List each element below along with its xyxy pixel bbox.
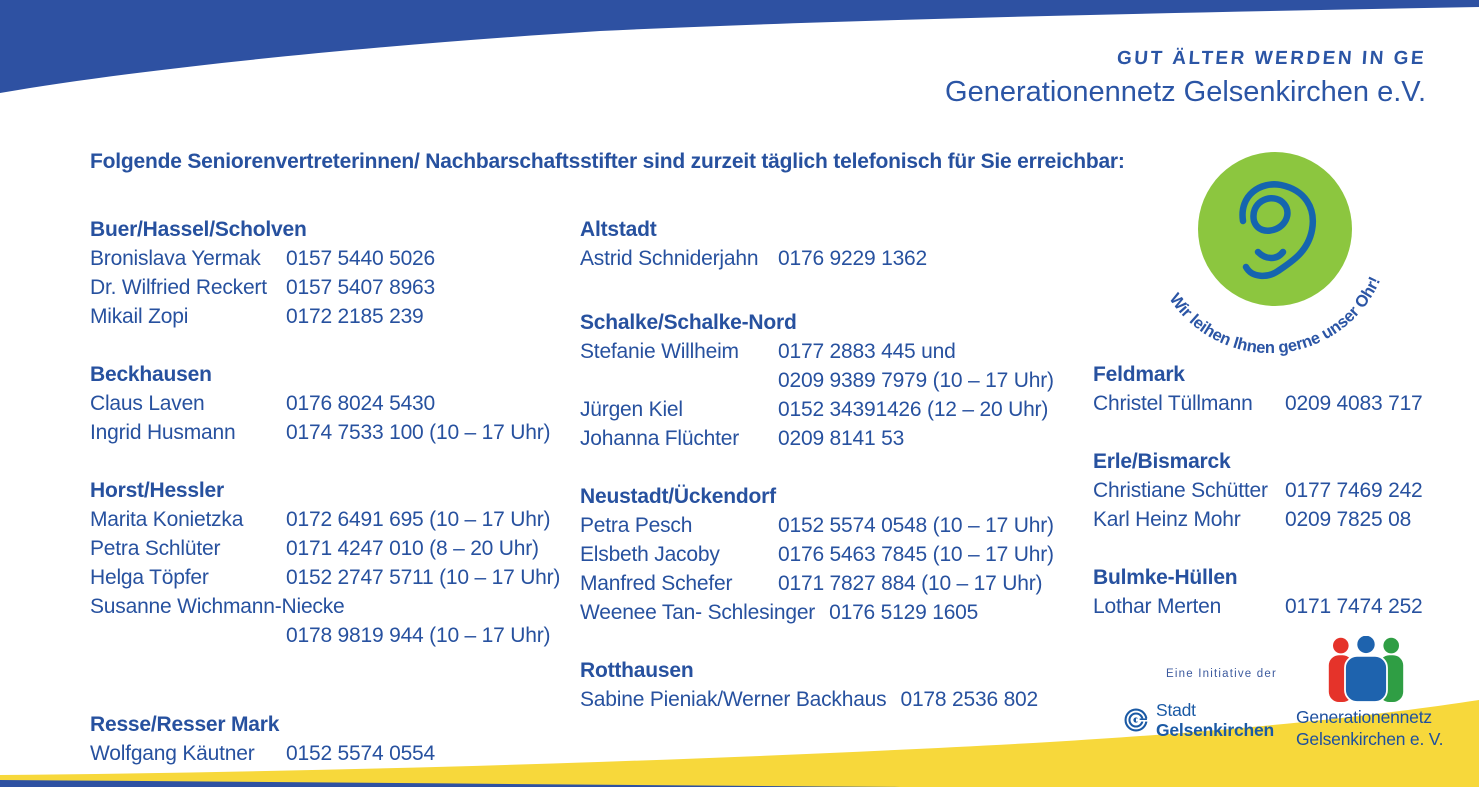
stadt-logo-line1: Stadt (1155, 700, 1196, 720)
district-title: Feldmark (1093, 363, 1185, 386)
contact-phone: 0178 9819 944 (10 – 17 Uhr) (286, 624, 551, 647)
contact-row (1093, 592, 1479, 621)
contact-name: Johanna Flüchter (580, 427, 740, 450)
contact-phone: 0171 7474 252 (1285, 595, 1423, 618)
contact-phone: 0209 8141 53 (778, 427, 905, 450)
generationennetz-logo (1296, 636, 1446, 750)
contact-phone: 0172 6491 695 (10 – 17 Uhr) (286, 508, 551, 531)
stadt-logo-text (1156, 700, 1274, 740)
contact-name: Jürgen Kiel (580, 398, 683, 421)
contact-name (580, 366, 778, 395)
district-title: Horst/Hessler (90, 479, 224, 502)
contact-phone: 0178 2536 802 (900, 688, 1039, 711)
district-title: Buer/Hassel/Scholven (90, 218, 307, 241)
contact-phone: 0177 7469 242 (1285, 479, 1423, 502)
district-group (580, 215, 1085, 273)
stadt-gelsenkirchen-logo (1124, 692, 1274, 748)
contact-name: Wolfgang Käutner (90, 742, 255, 765)
contact-phone: 0209 7825 08 (1285, 508, 1412, 531)
contact-name: Christiane Schütter (1093, 479, 1268, 502)
contact-name: Bronislava Yermak (90, 247, 261, 270)
contact-phone: 0176 5463 7845 (10 – 17 Uhr) (778, 543, 1054, 566)
contact-row (580, 598, 1085, 627)
district-title: Rotthausen (580, 659, 694, 682)
contact-phone: 0177 2883 445 und (778, 340, 956, 363)
campaign-tagline: GUT ÄLTER WERDEN IN GE (1116, 48, 1427, 69)
district-group (90, 215, 585, 331)
contact-name: Lothar Merten (1093, 595, 1222, 618)
contact-name: Marita Konietzka (90, 508, 244, 531)
district-group (1093, 360, 1479, 418)
contact-row (90, 302, 585, 331)
contact-name: Elsbeth Jacoby (580, 543, 720, 566)
contact-row (90, 273, 585, 302)
contact-name: Christel Tüllmann (1093, 392, 1253, 415)
contact-column-3 (1093, 360, 1479, 650)
contact-row (90, 563, 585, 592)
contact-phone: 0172 2185 239 (286, 305, 424, 328)
stadt-gelsenkirchen-icon (1124, 697, 1148, 743)
district-group (1093, 447, 1479, 534)
contact-phone: 0174 7533 100 (10 – 17 Uhr) (286, 421, 551, 444)
stadt-logo-line2: Gelsenkirchen (1155, 720, 1274, 740)
contact-phone: 0152 2747 5711 (10 – 17 Uhr) (286, 566, 561, 589)
district-title: Neustadt/Ückendorf (580, 485, 776, 508)
contact-row (90, 534, 585, 563)
contact-row (90, 244, 585, 273)
contact-name: Mikail Zopi (90, 305, 189, 328)
contact-phone: 0157 5407 8963 (286, 276, 436, 299)
contact-name: Susanne Wichmann-Niecke (90, 595, 345, 618)
district-title: Altstadt (580, 218, 657, 241)
contact-name (90, 621, 286, 650)
contact-phone: 0152 34391426 (12 – 20 Uhr) (778, 398, 1049, 421)
generationennetz-icon (1324, 636, 1408, 702)
bottom-blue-strip (0, 775, 1479, 787)
gnn-logo-line2: Gelsenkirchen e. V. (1296, 729, 1444, 749)
ear-badge (1085, 138, 1455, 363)
district-title: Schalke/Schalke-Nord (580, 311, 797, 334)
district-group (90, 476, 585, 650)
contact-name: Petra Schlüter (90, 537, 221, 560)
district-group (580, 482, 1085, 627)
contact-phone: 0209 4083 717 (1285, 392, 1423, 415)
district-title: Beckhausen (90, 363, 212, 386)
badge-slogan: Wir leihen Ihnen gerne unser Ohr! (1165, 274, 1384, 358)
contact-phone: 0171 4247 010 (8 – 20 Uhr) (286, 537, 539, 560)
contact-name: Dr. Wilfried Reckert (90, 276, 267, 299)
contact-name: Ingrid Husmann (90, 421, 236, 444)
contact-row (580, 244, 1085, 273)
contact-name: Petra Pesch (580, 514, 693, 537)
district-title: Erle/Bismarck (1093, 450, 1231, 473)
contact-phone: 0176 9229 1362 (778, 247, 928, 270)
contact-row (90, 389, 585, 418)
contact-name: Helga Töpfer (90, 566, 209, 589)
contact-row (1093, 505, 1479, 534)
contact-row (1093, 476, 1479, 505)
initiative-label: Eine Initiative der (1166, 668, 1278, 680)
gnn-logo-line1: Generationennetz (1296, 707, 1432, 727)
contact-row (580, 337, 1085, 366)
contact-row (580, 511, 1085, 540)
contact-name: Sabine Pieniak/Werner Backhaus (580, 688, 887, 711)
contact-name: Karl Heinz Mohr (1093, 508, 1241, 531)
generationennetz-logo-text (1296, 706, 1446, 750)
contact-phone: 0176 8024 5430 (286, 392, 436, 415)
district-group (1093, 563, 1479, 621)
contact-row (580, 540, 1085, 569)
contact-row (580, 366, 1085, 395)
contact-row (90, 621, 585, 650)
contact-row (90, 505, 585, 534)
contact-name: Astrid Schniderjahn (580, 247, 759, 270)
contact-phone: 0152 5574 0554 (286, 742, 436, 765)
contact-row (580, 569, 1085, 598)
organization-title: Generationennetz Gelsenkirchen e.V. (945, 76, 1426, 108)
district-title: Resse/Resser Mark (90, 713, 280, 736)
contact-row (580, 395, 1085, 424)
contact-phone: 0209 9389 7979 (10 – 17 Uhr) (778, 369, 1054, 392)
contact-column-2 (580, 215, 1085, 743)
contact-name: Weenee Tan- Schlesinger (580, 601, 816, 624)
contact-row (90, 592, 585, 621)
district-group (90, 360, 585, 447)
contact-phone: 0171 7827 884 (10 – 17 Uhr) (778, 572, 1043, 595)
intro-sentence: Folgende Seniorenvertreterinnen/ Nachbarschaftsstifter sind zurzeit täglich telefonisch für Sie erreichbar: (90, 150, 1125, 173)
district-title: Bulmke-Hüllen (1093, 566, 1238, 589)
district-group (580, 308, 1085, 453)
contact-phone: 0157 5440 5026 (286, 247, 436, 270)
contact-phone: 0176 5129 1605 (829, 601, 979, 624)
contact-row (1093, 389, 1479, 418)
contact-name: Stefanie Willheim (580, 340, 739, 363)
contact-row (580, 424, 1085, 453)
contact-name: Manfred Schefer (580, 572, 733, 595)
contact-row (90, 418, 585, 447)
contact-name: Claus Laven (90, 392, 205, 415)
contact-phone: 0152 5574 0548 (10 – 17 Uhr) (778, 514, 1054, 537)
